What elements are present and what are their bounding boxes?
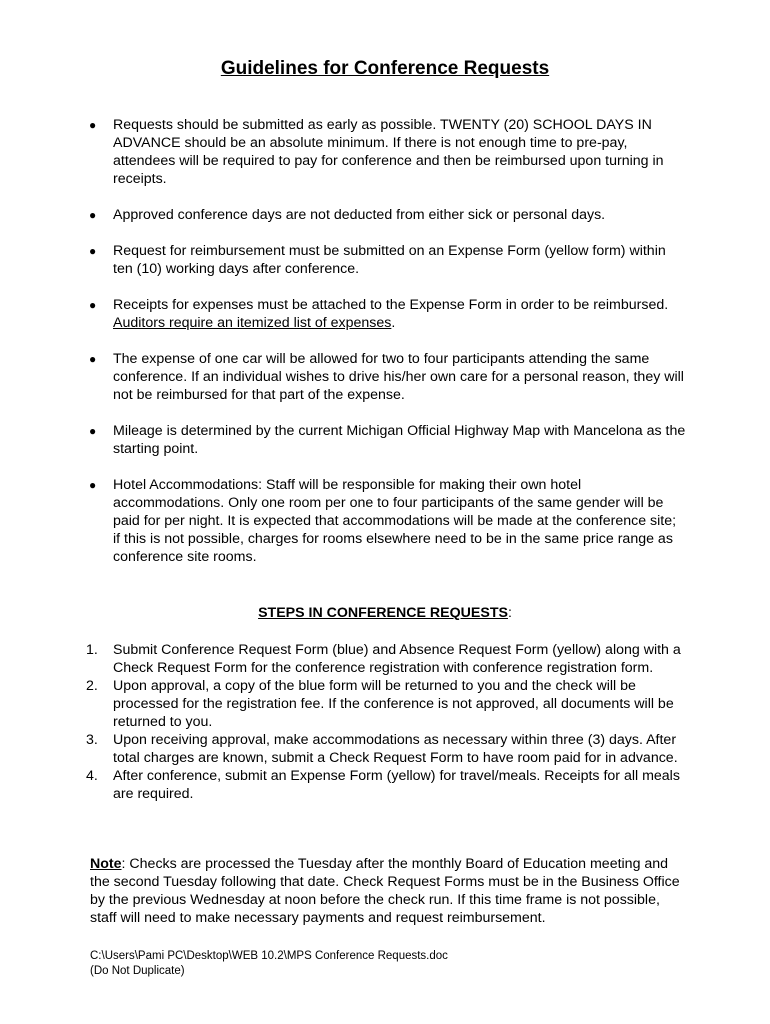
list-item-text: The expense of one car will be allowed for two to four participants attending the same conference. If an individual wishes to drive his/her own care for a personal reason, they will not be reimbursed for that part of the expense. (113, 351, 684, 403)
list-item-text: Requests should be submitted as early as possible. TWENTY (20) SCHOOL DAYS IN ADVANCE should be an absolute minimum. If there is not enough time to pre-pay, attendees will be required to pay for conference and then be reimbursed upon turning in receipts. (113, 117, 664, 187)
underlined-text: Auditors require an itemized list of expenses (113, 315, 392, 331)
bullet-icon: ● (89, 424, 97, 438)
list-item (86, 116, 686, 188)
steps-heading-suffix: : (507, 605, 512, 621)
bullet-icon: ● (89, 298, 97, 312)
note-paragraph (90, 855, 686, 927)
list-item-text: Approved conference days are not deducted from either sick or personal days. (113, 207, 606, 223)
list-item (86, 242, 686, 278)
list-item (86, 476, 686, 566)
bullet-icon: ● (89, 352, 97, 366)
steps-heading (0, 604, 770, 622)
step-text: Upon approval, a copy of the blue form will be returned to you and the check will be processed for the registration fee. If the conference is not approved, all documents will be returned to you. (113, 678, 674, 730)
bullet-icon: ● (89, 478, 97, 492)
list-item (86, 350, 686, 404)
bullet-icon: ● (89, 118, 97, 132)
list-item-text: Receipts for expenses must be attached to the Expense Form in order to be reimbursed. (113, 297, 669, 313)
list-item-suffix: . (391, 315, 396, 331)
file-path: C:\Users\Pami PC\Desktop\WEB 10.2\MPS Conference Requests.doc (90, 950, 448, 962)
list-item-text: Mileage is determined by the current Michigan Official Highway Map with Mancelona as the starting point. (113, 423, 686, 457)
step-item (86, 641, 686, 677)
note-label: Note (90, 856, 122, 872)
note-text: : Checks are processed the Tuesday after the monthly Board of Education meeting and the second Tuesday following that date. Check Request Forms must be in the Business Office by the previous Wednesday at noon before the check run. If this time frame is not possible, staff will need to make necessary payments and request reimbursement. (90, 856, 680, 926)
page-title: Guidelines for Conference Requests (220, 58, 550, 79)
step-number: 1. (86, 642, 98, 658)
guidelines-list (86, 116, 686, 584)
steps-list (86, 641, 686, 803)
document-footer (90, 949, 448, 979)
step-number: 2. (86, 678, 98, 694)
list-item-text: Request for reimbursement must be submitted on an Expense Form (yellow form) within ten (10) working days after conference. (113, 243, 666, 277)
bullet-icon: ● (89, 244, 97, 258)
duplicate-notice: (Do Not Duplicate) (90, 965, 185, 977)
step-item (86, 731, 686, 767)
step-item (86, 677, 686, 731)
step-number: 4. (86, 768, 98, 784)
steps-heading-title: STEPS IN CONFERENCE REQUESTS (258, 605, 508, 621)
bullet-icon: ● (89, 208, 97, 222)
list-item-text: Hotel Accommodations: Staff will be responsible for making their own hotel accommodations. Only one room per one to four participants of the same gender will be paid for per night. It is expected that accommodations will be made at the conference site; if this is not possible, charges for rooms elsewhere need to be in the same price range as conference site rooms. (113, 477, 677, 565)
list-item (86, 206, 686, 224)
step-number: 3. (86, 732, 98, 748)
step-text: Submit Conference Request Form (blue) and Absence Request Form (yellow) along with a Check Request Form for the conference registration with conference registration form. (113, 642, 681, 676)
step-text: Upon receiving approval, make accommodations as necessary within three (3) days. After total charges are known, submit a Check Request Form to have room paid for in advance. (113, 732, 678, 766)
step-item (86, 767, 686, 803)
step-text: After conference, submit an Expense Form (yellow) for travel/meals. Receipts for all meals are required. (113, 768, 680, 802)
list-item (86, 422, 686, 458)
list-item (86, 296, 686, 332)
